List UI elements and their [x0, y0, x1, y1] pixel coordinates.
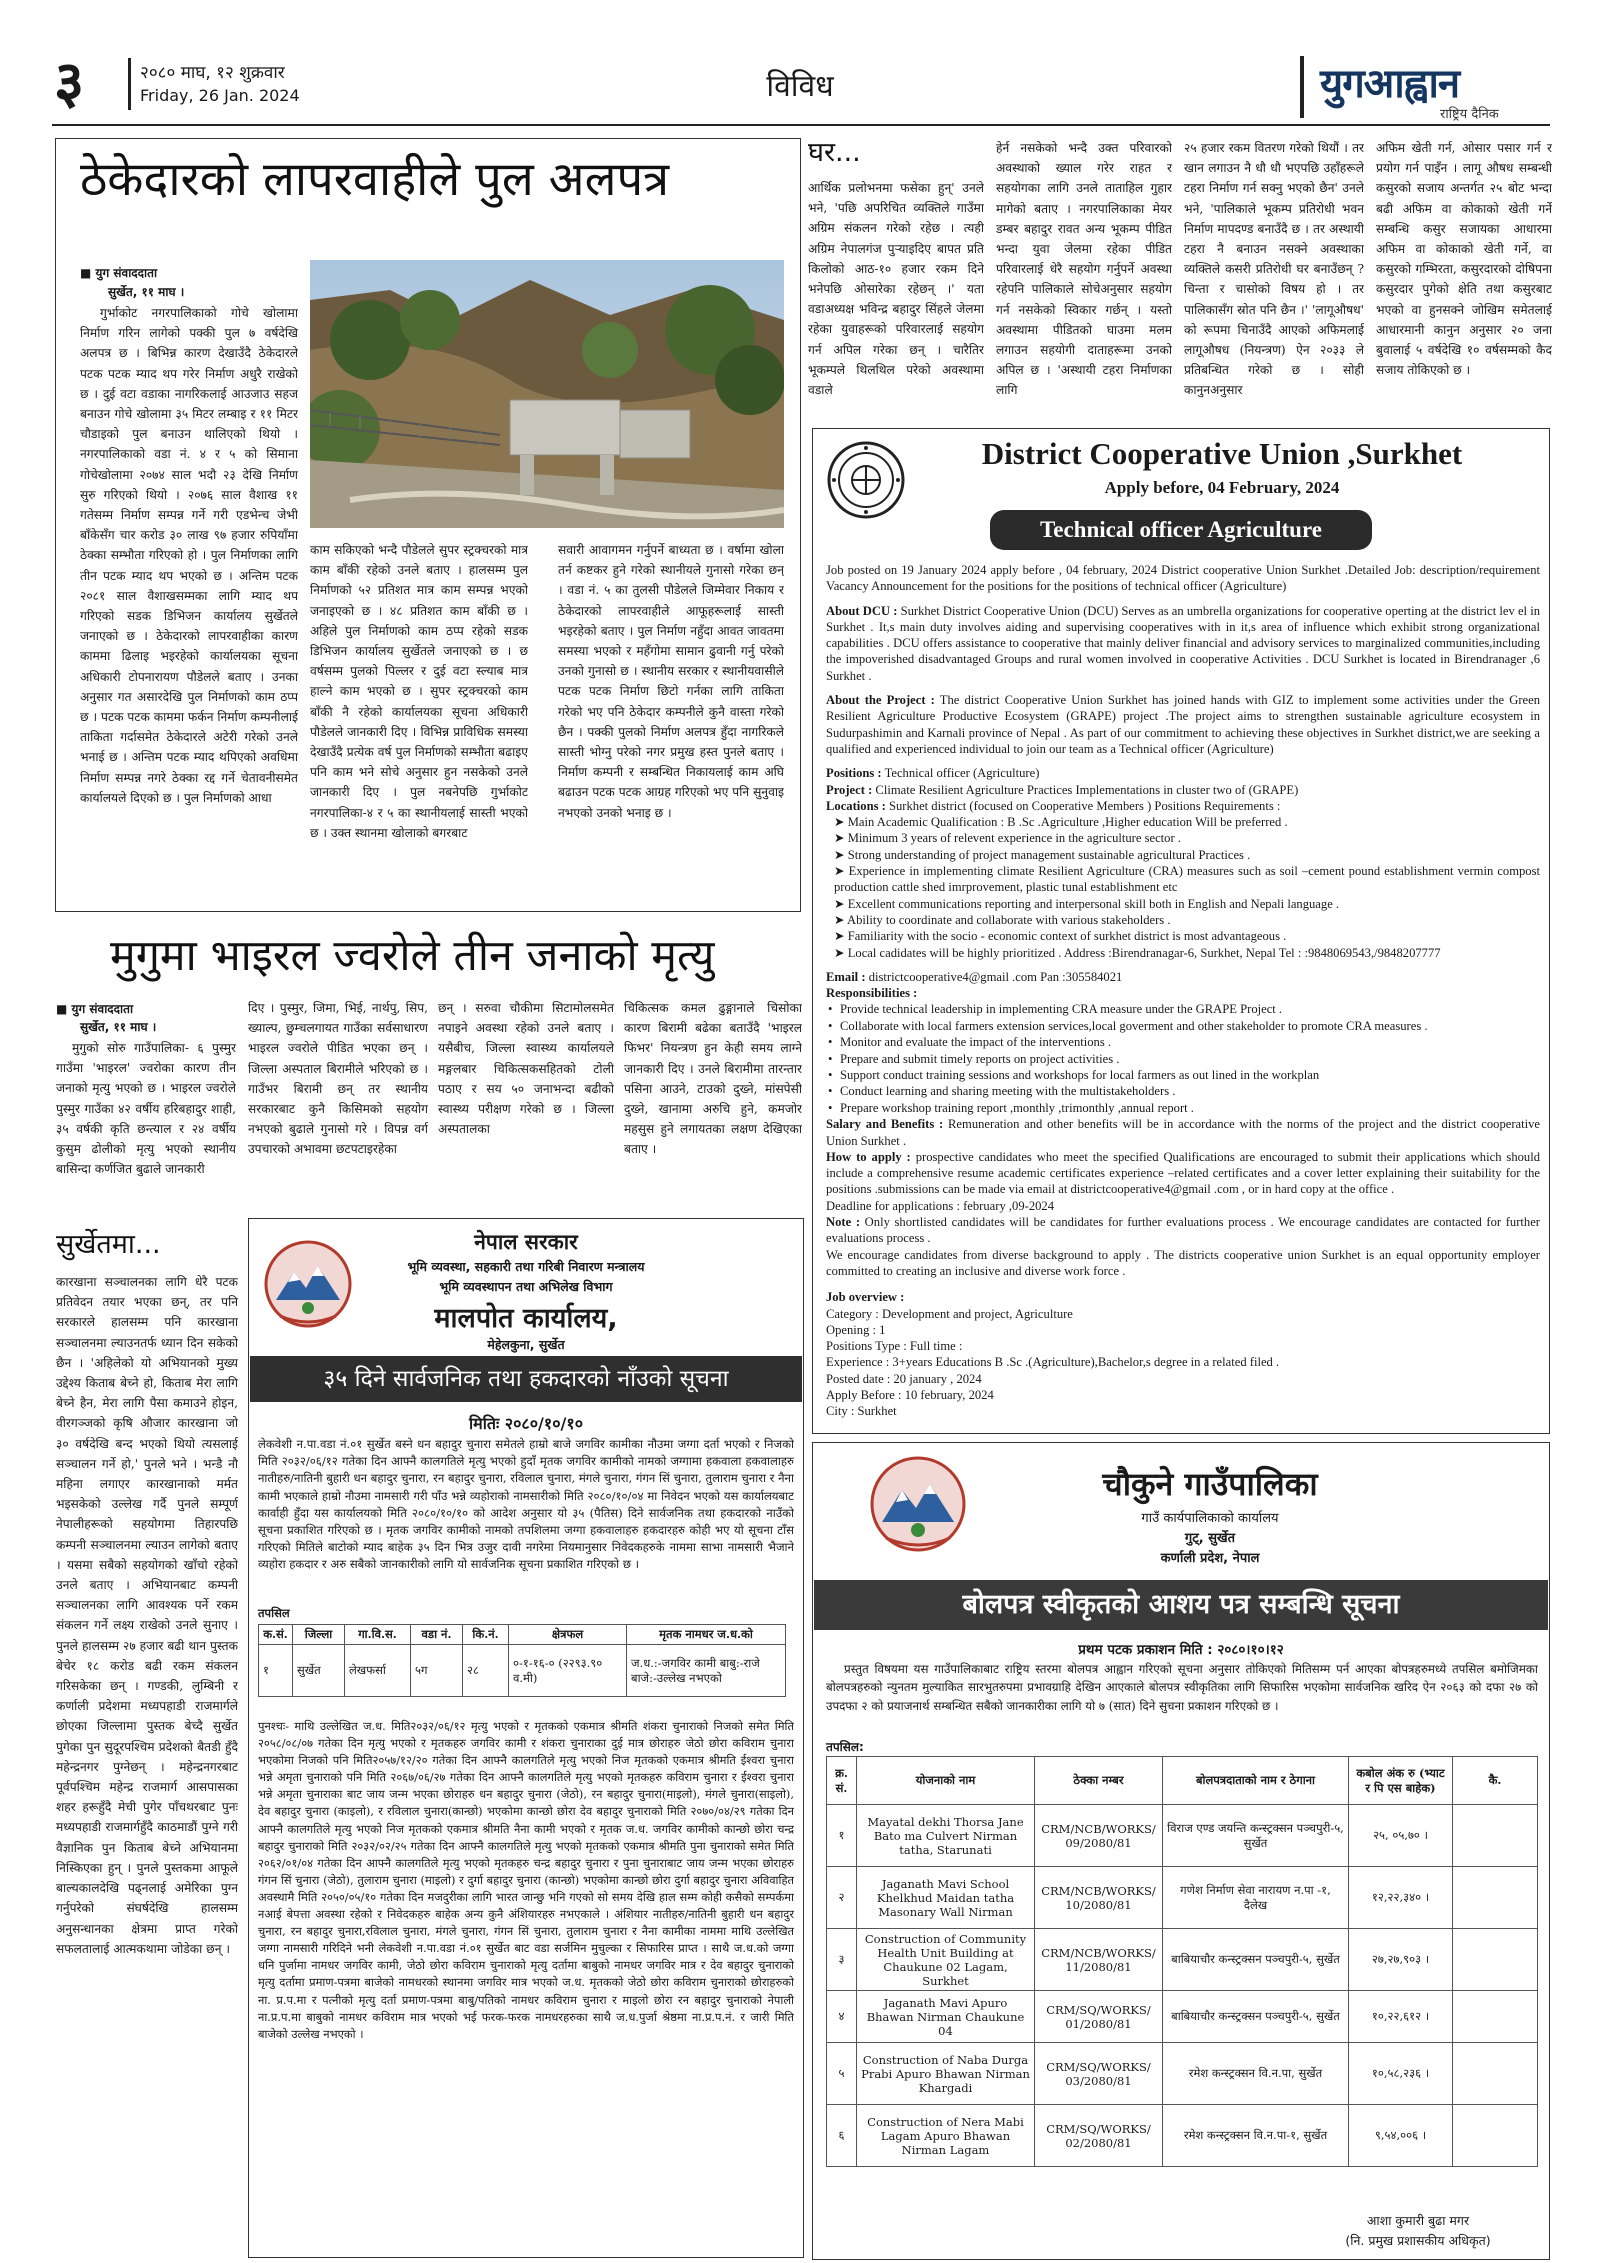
dcu-loc [826, 798, 1540, 814]
malpot-cell: ५ग [411, 1645, 463, 1697]
dcu-email [826, 969, 1540, 985]
malpot-th-ward: वडा नं. [411, 1625, 463, 1645]
list-item: Posted date : 20 january , 2024 [826, 1371, 982, 1386]
list-item: ➤ Main Academic Qualification : B .Sc .Agriculture ,Higher education Will be preferred . [834, 815, 1288, 830]
chaukune-cell-name: Construction of Community Health Unit Building at Chaukune 02 Lagam, Surkhet [857, 1929, 1035, 1991]
chaukune-cell-remarks [1453, 2105, 1538, 2167]
chaukune-place2: कर्णाली प्रदेश, नेपाल [1160, 1551, 1260, 1566]
malpot-place: मेहेलकुना, सुर्खेत [487, 1337, 565, 1352]
chaukune-cell-amount: १२,२२,३४० । [1349, 1867, 1453, 1929]
dcu-about-label: About DCU : [826, 603, 898, 618]
brand-tagline: राष्ट्रिय दैनिक [1440, 107, 1499, 122]
list-item: • Collaborate with local farmers extension services,local goverment and other stakeholder to promote CRA measures . [826, 1018, 1540, 1034]
chaukune-cell-amount: २७,२७,९०३ । [1349, 1929, 1453, 1991]
dcu-resp-label: Responsibilities : [826, 986, 918, 1001]
dcu-loc-label: Locations : [826, 798, 886, 813]
chaukune-cell-sn: ४ [827, 1991, 857, 2043]
list-item: Apply Before : 10 february, 2024 [826, 1388, 994, 1403]
dcu-overview-label: Job overview : [826, 1290, 905, 1305]
chaukune-cell-name: Construction of Nera Mabi Lagam Apuro Bhawan Nirman Lagam [857, 2105, 1035, 2167]
dcu-seal-icon [826, 440, 906, 520]
malpot-th-owner: मृतक नामधर ज.ध.को [627, 1625, 786, 1645]
chaukune-signer-title: (नि. प्रमुख प्रशासकीय अधिकृत) [1345, 2233, 1491, 2248]
chaukune-cell-remarks [1453, 1805, 1538, 1867]
story-mugu-col1: मुगुको सोरु गाउँपालिका- ६ पुस्मुर गाउँमा 'भाइरल' ज्वरोका कारण तीन जनाको मृत्यु भएको छ । भाइरल ज्वरोले पुस्मुर गाउँका ४२ वर्षीय हरिबहादुर शाही, ३५ वर्षकी कृति छन्त्याल र २४ वर्षीय कुसुम ढोलीको मृत्यु भएको स्थानीय बासिन्दा कर्णजित बुढाले जानकारी [56, 1041, 236, 1177]
chaukune-cell-sn: ६ [827, 2105, 857, 2167]
malpot-th-district: जिल्ला [293, 1625, 345, 1645]
malpot-th-sn: क.सं. [259, 1625, 293, 1645]
list-item: Opening : 1 [826, 1322, 886, 1337]
chaukune-cell-bidder: रमेश कन्स्ट्रक्सन वि.न.पा, सुर्खेत [1163, 2043, 1349, 2105]
malpot-date: मितिः २०८०/१०/१० [468, 1414, 584, 1433]
list-item: • Prepare and submit timely reports on project activities . [826, 1051, 1540, 1067]
list-item: ➤ Minimum 3 years of relevent experience in the agriculture sector . [834, 831, 1181, 846]
dcu-deadline: Deadline for applications : february ,09-2024 [826, 1198, 1055, 1213]
list-item: • Prepare workshop training report ,monthly ,trimonthly ,annual report . [826, 1100, 1540, 1116]
story-ghar-col1: आर्थिक प्रलोभनमा फसेका हुन्' उनले भने, 'पछि अपरिचित व्यक्तिले गाउँमा अग्रिम संकलन गरेको रहेछ । त्यही अग्रिम नेपालगंज पुऱ्याइदिए बापत प्रति किलोको आठ-१० हजार रकम दिने भनेपछि ओसारेका रहेछन् ।' यता वडाअध्यक्ष भविन्द्र बहादुर सिंहले जेलमा रहेका युवाहरूको परिवारलाई सहयोग गर्न अपिल गरेका छन् । चारैतिर भूकम्पले थिलथिल परेको अवस्थामा वडाले [808, 181, 984, 398]
chaukune-th-sn: क्र. सं. [827, 1757, 857, 1805]
date-english: Friday, 26 Jan. 2024 [140, 86, 300, 105]
malpot-body: लेकवेशी न.पा.वडा नं.०१ सुर्खेत बस्ने धन बहादुर चुनारा समेतले हाम्रो बाजे जगविर कामीका नौउमा जग्गा दर्ता भएको र निजको मिति २०३२/०६/१२ गतेका दिन आफ्नै कालगतिले मृत्यु भएको हुदाँ मृतक जगविर कामीको नामको जग्गामा हकवाला हकवालाहरु नातीहरु/नातिनी बुहारी धन बहादुर चुनारा, रन बहादुर चुनारा, रविलाल चुनारा, मंगले चुनारा, गंगन सिं चुनारा, तुलाराम चुनारा र नैना कामी भएकाले हाम्रो नौउमा नामसारी गरी पाँउ भन्ने व्यहोराको नामसारीको मिति २०८०/१०/०४ मा निवेदन भएको यस कार्यालयबाट कार्वाही हुँदा यस कार्यालयको मिति २०८०/१०/१० को आदेश अनुसार यो ३५ (पैतिस) दिने सार्वजनिक तथा हकदारको नाउँको सूचना प्रकाशित गरिएको छ । मृतक जगविर कामीको नामको तपशिलमा जग्गा हकवालाहरु हकदारहरु कोही भए यो सूचना टाँस गरिएको मितिले बाटोको म्याद बाहेक ३५ दिन भित्र उजुर दावी नगरेमा नियमानुसार निवेदकहरुके नाममा साभा नामसारी भैजाने व्यहोरा हकदार र अरु सबैको जानकारीको लागि यो सार्वजनिक सूचना प्रकाशित गरिएको छ । [258, 1437, 794, 1572]
list-item: • Provide technical leadership in implementing CRA measure under the GRAPE Project . [826, 1001, 1540, 1017]
table-row [827, 1867, 1538, 1929]
chaukune-first-pub: प्रथम पटक प्रकाशन मिति : २०८०।१०।१२ [1078, 1642, 1284, 1658]
dcu-loc-value: Surkhet district (focused on Cooperative Members ) Positions Requirements : [888, 798, 1281, 813]
chaukune-office: गाउँ कार्यपालिकाको कार्यालय [1141, 1511, 1279, 1526]
malpot-cell: ०-१-१६-० (२२९३.९० व.मी) [509, 1645, 627, 1697]
brand-logo: युगआह्वान [1320, 61, 1460, 107]
masthead-underline [52, 124, 1550, 126]
list-item: • Conduct learning and sharing meeting with the multistakeholders . [826, 1083, 1540, 1099]
story-mugu-col3: छन् । सरुवा चौकीमा सिटामोलसमेत नपाइने अवस्था रहेको उनले बताए । यसैबीच, जिल्ला स्वास्थ्य कार्यालयले मङ्गलबार चिकित्सकसहितको टोली पठाए र सय ५० जनाभन्दा बढीको स्वास्थ्य परीक्षण गरेको छ । जिल्ला अस्पतालका [438, 1001, 614, 1137]
story-surkhet-text: कारखाना सञ्चालनका लागि धेरै पटक प्रतिवेदन तयार भएका छन्, तर पनि सरकारले हालसम्म पनि कारखाना सञ्चालनमा ल्याउनतर्फ ध्यान दिन सकेको छैन । 'अहिलेको यो अभियानको मुख्य उद्देश्य किताब बेच्ने हो, किताब मेरा लागि बेच्ने हैन, मेरा लागि पैसा कमाउने होइन, वीरगञ्जको कृषि औजार कारखाना जो ३० वर्षदेखि बन्द भएको थियो त्यसलाई सञ्चालन गर्ने हो,' पुनले भने । भन्डै नौ महिना लगाएर कारखानाको मर्मत भइसकेको उल्लेख गर्दै पुनले सम्पूर्ण नेपालीहरूको सहयोगमा तिहारपछि कम्पनी सञ्चालनमा ल्याउन लागेको बताए । यसमा सबैको सहयोगको खाँचो रहेको उनले बताए । अभियानबाट कम्पनी सञ्चालनका लागि आवश्यक पर्ने रकम संकलन गर्ने लक्ष्य राखेको उनले सुनाए । पुनले हालसम्म २७ हजार बढी थान पुस्तक बेचेर १८ करोड बढी रकम संकलन गरिसकेका छन् । गण्डकी, लुम्बिनी र कर्णाली प्रदेशमा मध्यपहाडी राजमार्गले छोएका जिल्लामा पुस्तक बेच्दै सुर्खेत पुगेका पुन सुदूरपश्चिम प्रदेशको बैतडी हुँदै महेन्द्रनगर पुग्नेछन् । महेन्द्रनगरबाट पूर्वपश्चिम महेन्द्र राजमार्ग आसपासका शहर हरूहुँदै मेची पुगेर पाँचथरबाट पुनः मध्यपहाडी राजमार्गहुँदै काठमाडौं पुग्ने गरी वैज्ञानिक पुन किताब बेच्ने अभियानमा निस्किएका हुन् । पुनले पुस्तकमा आफूले बाल्यकालदेखि पढ्नलाई अमेरिका पुग्न गर्नुपरेको संघर्षदेखि हालसम्म अनुसन्धानका क्षेत्रमा प्राप्त गरेको सफलतालाई आत्मकथामा जोडेका छन् । [56, 1275, 238, 1956]
page-number: ३ [54, 48, 85, 116]
dcu-encourage: We encourage candidates from diverse background to apply . The districts cooperative union Surkhet is an equal opportunity employer committed to creating an inclusive and diverse work force . [826, 1247, 1540, 1278]
list-item: • Support conduct training sessions and workshops for local farmers as out lined in the workplan [826, 1067, 1540, 1083]
dcu-note-label: Note : [826, 1215, 861, 1230]
list-item: Category : Development and project, Agriculture [826, 1306, 1073, 1321]
dcu-about [826, 603, 1540, 684]
malpot-banner: ३५ दिने सार्वजनिक तथा हकदारको नाँउको सूचना [250, 1356, 802, 1402]
dcu-email-label: Email : [826, 969, 866, 984]
dcu-project-text: The district Cooperative Union Surkhet has joined hands with GIZ to implement some activities under the Green Resilient Agriculture Productive Ecosystem (GRAPE) project .The project aims to strengthen sustainable agriculture ecosystem in Sudurpashimin and Karnali province of Nepal . As part of our commitment to achieving these objectives in Surkhet district,we are seeking a qualified and experienced individual to join our team as a Technical officer (Agriculture) [826, 693, 1541, 756]
dcu-salary [826, 1116, 1540, 1149]
list-item: ➤ Experience in implementing climate Resilient Agriculture (CRA) measures such as soil –cement pound establishment vermin compost production cattle shed imrprovement, plastic tunal establishment etc [834, 864, 1540, 895]
chaukune-cell-name: Mayatal dekhi Thorsa Jane Bato ma Culvert Nirman tatha, Starunati [857, 1805, 1035, 1867]
table-row [827, 1805, 1538, 1867]
chaukune-cell-remarks [1453, 1867, 1538, 1929]
malpot-cell: सुर्खेत [293, 1645, 345, 1697]
dcu-positions-value: Technical officer (Agriculture) [884, 766, 1040, 781]
dcu-apply-before: Apply before, 04 February, 2024 [1104, 478, 1340, 497]
story-bridge-headline: ठेकेदारको लापरवाहीले पुल अलपत्र [80, 152, 670, 207]
date-nepali: २०८० माघ, १२ शुक्रवार [140, 63, 285, 83]
table-row [259, 1645, 786, 1697]
bridge-photo [310, 260, 784, 528]
list-item: City : Surkhet [826, 1404, 897, 1419]
story-bridge-col2: काम सकिएको भन्दै पौडेलले सुपर स्ट्रक्चरको मात्र काम बाँकी रहेको उनले बताए । हालसम्म पुल निर्माणको ५२ प्रतिशत मात्र काम सम्पन्न भएको जनाइएको छ । ४८ प्रतिशत काम बाँकी छ । अहिले पुल निर्माणको काम ठप्प रहेको सडक डिभिजन कार्यालय सुर्खेतले जनाएको छ । छ वर्षसम्म पुलको पिल्लर र दुई वटा स्ल्याब मात्र हाल्ने काम भएको छ । सुपर स्ट्रक्चरको काम बाँकी नै रहेको कार्यालयका सूचना अधिकारी पौडेलले जानकारी दिए । विभिन्न प्राविधिक समस्या देखाउँदै प्रत्येक वर्ष पुल निर्माणको सम्भौता बढाइए पनि काम भने सोचे अनुसार हुन नसकेको उनले जानकारी दिए । पुल नबनेपछि गुर्भाकोट नगरपालिका-४ र ५ का स्थानीयलाई सास्ती भएको छ । उक्त स्थानमा खोलाको बगरबाट [310, 543, 528, 840]
dcu-howto-text: prospective candidates who meet the specified Qualifications are encouraged to submit their applications which should include a comprehensive resume academic certificates experience –related certificates and a cover letter explaining their suitability for the positions .submissions can be made via email at districtcooperative4@gmail .com , or in hard copy at the office . [826, 1149, 1541, 1197]
chaukune-cell-bidder: बाबियाचौर कन्स्ट्रक्सन पञ्चपुरी-५, सुर्खेत [1163, 1991, 1349, 2043]
story-ghar-col2: हेर्न नसकेको भन्दै उक्त परिवारको अवस्थाको ख्याल गरेर राहत र सहयोगका लागि उनले ताताहिल गुहार मागेको बताए । नगरपालिकाका मेयर डम्बर बहादुर रावत अन्य भूकम्प पीडित भन्दा युवा जेलमा रहेका पीडित परिवारलाई धेरै सहयोग गर्नुपर्ने अवस्था रहेपनि पालिकाले सोचेअनुसार सहयोग गर्न नसकेको स्विकार गर्छन् । यस्तो अवस्थामा पीडितको घाउमा मलम लगाउन सहयोगी दाताहरूमा उनको अपिल छ । 'अस्थायी टहरा निर्माणका लागि [996, 141, 1172, 398]
chaukune-cell-contract: CRM/NCB/WORKS/ 10/2080/81 [1035, 1867, 1163, 1929]
chaukune-tapsil: तपसिल: [826, 1740, 864, 1754]
chaukune-th-contract: ठेक्का नम्बर [1035, 1757, 1163, 1805]
dcu-salary-text: Remuneration and other benefits will be in accordance with the norms of the project and the district cooperative Union Surkhet . [826, 1117, 1540, 1148]
chaukune-cell-name: Jaganath Mavi Apuro Bhawan Nirman Chaukune 04 [857, 1991, 1035, 2043]
chaukune-cell-bidder: गणेश निर्माण सेवा नारायण न.पा -१, दैलेख [1163, 1867, 1349, 1929]
dcu-responsibilities [826, 1001, 1540, 1116]
chaukune-cell-remarks [1453, 1991, 1538, 2043]
chaukune-cell-amount: २५, ०५,७० । [1349, 1805, 1453, 1867]
malpot-dept: भूमि व्यवस्थापन तथा अभिलेख विभाग [439, 1279, 613, 1294]
malpot-cell: २८ [463, 1645, 509, 1697]
dcu-proj [826, 782, 1540, 798]
story-mugu-col4: चिकित्सक कमल ढुङ्गानाले चिसोका कारण बिरामी बढेका बताउँदै 'भाइरल फिभर' नियन्त्रण हुन केही समय लाग्ने जानकारी दिए । उनले बिरामीमा तारन्तार पसिना आउने, टाउको दुख्ने, मांसपेसी दुख्ने, खानामा अरुचि हुने, कमजोर महसुस हुने लगायतका लक्षण देखिएका बताए । [624, 1001, 802, 1157]
dcu-proj-label: Project : [826, 782, 873, 797]
dcu-howto [826, 1149, 1540, 1198]
dcu-requirements [826, 814, 1540, 961]
chaukune-cell-contract: CRM/NCB/WORKS/ 11/2080/81 [1035, 1929, 1163, 1991]
story-ghar-col3: २५ हजार रकम वितरण गरेको थियौं । तर खान लगाउन नै धौ धौ भएपछि उहाँहरूले टहरा निर्माण गर्न सक्नु भएको छैन' उनले भने, 'पालिकाले भूकम्प प्रतिरोधी भवन निर्माण मापदण्ड बनाउँदै छ । तर अस्थायी टहरा नै बनाउन नसक्ने अवस्थाका व्यक्तिले कसरी प्रतिरोधी घर बनाउँछन् ? चिन्ता र चासोको विषय हो । तर पालिकासँग स्रोत पनि छैन ।' 'लागूऔषध' को रूपमा चिनाउँदै आएको अफिमलाई लागूऔषध (नियन्त्रण) ऐन २०३३ ले प्रतिबन्धित गरेको छ । सोही कानुनअनुसार [1184, 141, 1364, 398]
dcu-email-value: districtcooperative4@gmail .com Pan :305584021 [868, 969, 1123, 984]
malpot-cell: ज.ध.:-जगविर कामी बाबु:-राजे बाजे:-उल्लेख नभएको [627, 1645, 786, 1697]
list-item: ➤ Familiarity with the socio - economic context of surkhet district is most advantageous . [834, 929, 1287, 944]
table-row [827, 1929, 1538, 1991]
story-mugu-byline: ■ युग संवाददाता [56, 1002, 134, 1016]
chaukune-emblem [868, 1454, 968, 1554]
chaukune-th-name: योजनाको नाम [857, 1757, 1035, 1805]
dcu-positions-label: Positions : [826, 766, 882, 781]
malpot-ministry: भूमि व्यवस्था, सहकारी तथा गरिबी निवारण मन्त्रालय [407, 1259, 645, 1274]
story-mugu-headline: मुगुमा भाइरल ज्वरोले तीन जनाको मृत्यु [110, 931, 715, 981]
story-bridge-byline: ■ युग संवाददाता [80, 266, 158, 280]
chaukune-signer: आशा कुमारी बुढा मगर [1366, 2213, 1470, 2228]
nepal-emblem-icon [868, 1454, 968, 1554]
malpot-th-area: क्षेत्रफल [509, 1625, 627, 1645]
malpot-tapsil: तपसिल [258, 1606, 290, 1620]
malpot-gov: नेपाल सरकार [474, 1230, 578, 1254]
dcu-org: District Cooperative Union ,Surkhet [981, 436, 1463, 471]
dcu-project-label: About the Project : [826, 693, 935, 708]
list-item: ➤ Local cadidates will be highly prioritized . Address :Birendranagar-6, Surkhet, Nepal Tel : :9848069543,/9848207777 [834, 945, 1441, 960]
chaukune-place1: गुट्, सुर्खेत [1184, 1531, 1236, 1546]
chaukune-cell-bidder: रमेश कन्स्ट्रक्सन वि.न.पा-१, सुर्खेत [1163, 2105, 1349, 2167]
chaukune-cell-sn: ५ [827, 2043, 857, 2105]
story-bridge-col1: गुर्भाकोट नगरपालिकाको गोचे खोलामा निर्माण गरिन लागेको पक्की पुल ७ वर्षदेखि अलपत्र छ । बिभिन्न कारण देखाउँदै ठेकेदारले पटक पटक म्याद थप गरेर निर्माण अधुरै राखेको छ । दुई वटा वडाका नागरिकलाई आउजाउ सहज बनाउन गोचे खोलामा ३५ मिटर लम्बाइ र ११ मिटर चौडाइको पुल बनाउन थालिएको थियो । नगरपालिकाको वडा नं. ४ र ५ को सिमाना गोचेखोलामा २०७४ साल भदौ २३ देखि निर्माण सुरु गरिएको थियो । २०७६ साल वैशाख ११ गतेसम्म निर्माण सम्पन्न गर्ने गरी एडभेन्च जेभी बाँकेसँग चार करोड ३० लाख ९७ हजार रुपियाँमा ठेक्का सम्भौता गरिएको हो । पुल निर्माणका लागि तीन पटक म्याद थप भएको छ । अन्तिम पटक २०८१ साल वैशाखसम्मका लागि म्याद थप गरिएको सडक डिभिजन कार्यालय सुर्खेतले जनाएको छ । ठेकेदारको लापरवाहीका कारण काममा ढिलाइ भइरहेको कार्यालयका सूचना अधिकारी टोपनारायण पौडेलले बताए । उनका अनुसार गत असारदेखि पुल निर्माणको काम ठप्प छ । पटक पटक काममा फर्कन निर्माण कम्पनीलाई ताकिता गर्दासमेत ठेकेदारले अटेरी गरेको उनले भनाई छ । अन्तिम पटक म्याद थपिएको अवधिमा निर्माण सम्पन्न नगरे ठेक्का रद्द गर्ने चेतावनीसमेत कार्यालयले दिएको छ । पुल निर्माणको आधा [80, 306, 298, 805]
dcu-body [826, 562, 1540, 1420]
list-item: ➤ Strong understanding of project management sustainable agricultural Practices . [834, 847, 1251, 862]
chaukune-intro: प्रस्तुत विषयमा यस गाउँपालिकाबाट राष्ट्रिय स्तरमा बोलपत्र आह्वान गरिएको सूचना अनुसार तोकिएको मितिसम्म पर्न आएका बोपत्रहरुमध्ये तपसिल बमोजिमका बोलपत्रहरुको न्युनतम मुल्याकित सारभुतरुपमा प्रभावग्राहि देखिन आएकाले बोलपत्र स्वीकृतिका लागि सिफारिस भएकोमा सार्वजनिक खरिद ऐन २०६३ को दफा २७ को उपदफा २ को प्रयाजनार्थ सम्बन्धित सबैको जानकारीका लागि यो ७ (सात) दिने सुचना प्रकाशन गरिएको छ । [826, 1662, 1538, 1713]
bridge-photo-image [310, 260, 784, 528]
list-item: Positions Type : Full time : [826, 1339, 963, 1354]
chaukune-cell-name: Jaganath Mavi School Khelkhud Maidan tatha Masonary Wall Nirman [857, 1867, 1035, 1929]
chaukune-table [826, 1756, 1538, 2167]
dcu-position-banner: Technical officer Agriculture [990, 510, 1372, 550]
malpot-cell: लेखफर्सा [345, 1645, 411, 1697]
chaukune-cell-remarks [1453, 2043, 1538, 2105]
chaukune-th-bidder: बोलपत्रदाताको नाम र ठेगाना [1163, 1757, 1349, 1805]
story-surkhet-headline: सुर्खेतमा... [56, 1229, 161, 1260]
chaukune-cell-sn: २ [827, 1867, 857, 1929]
chaukune-cell-contract: CRM/SQ/WORKS/ 02/2080/81 [1035, 2105, 1163, 2167]
chaukune-th-remarks: कै. [1453, 1757, 1538, 1805]
list-item: Experience : 3+years Educations B .Sc .(Agriculture),Bachelor,s degree in a related filed . [826, 1355, 1280, 1370]
malpot-cell: १ [259, 1645, 293, 1697]
chaukune-cell-contract: CRM/SQ/WORKS/ 03/2080/81 [1035, 2043, 1163, 2105]
dcu-howto-label: How to apply : [826, 1149, 911, 1164]
dcu-positions [826, 765, 1540, 781]
dcu-note [826, 1214, 1540, 1247]
chaukune-cell-amount: १०,५८,२३६ । [1349, 2043, 1453, 2105]
story-ghar-col4: अफिम खेती गर्न, ओसार पसार गर्न र प्रयोग गर्न पाइँन । लागू औषध सम्बन्धी कसुरको सजाय अन्तर्गत २५ बोट भन्दा बढी अफिम वा कोकाको खेती गर्ने सम्बन्धि कसुर सजायका आधारमा अफिम वा कोकाको खेती गर्ने, वा कसुरको गम्भिरता, कसुरदारको दोषिपना कसुरदार पुगेको क्षेति तथा कसुरबाट भएको वा हुनसक्ने जोखिम समेतलाई आधारमानी कानुन अनुसार २० जना बुवालाई ५ वर्षदेखि १० वर्षसम्मको कैद सजाय तोकिएको छ । [1376, 141, 1552, 378]
story-ghar-headline: घर... [808, 137, 861, 168]
malpot-footer: पुनश्चः- माथि उल्लेखित ज.ध. मिति२०३२/०६/१२ मृत्यु भएको र मृतकको एकमात्र श्रीमति शंकरा चुनाराको निजको समेत मिति २०५८/०८/०७ गतेका दिन मृत्यु भएको र मृतकहरु जगविर कामी र शंकरा चुनाराका दुई मात्र छोराहरु जेठो छोरा कविराम चुनारा भएकोमा निजको पनि मिति२०५७/१२/२० गतेका दिन आफ्नै कालगतिले मृत्यु भएको निज मृतकको एकमात्र श्रीमति ईश्वरा चुनारा भन्ने अमृता चुनाराको पनि मिति २०६७/०६/२७ गतेका दिन आफ्नै कालगतिले मृत्यु भएको मृतकहरु कविराम चुनारा र ईश्वरा चुनारा भन्ने अमृता चुनाराका बाट जाय जन्म भएका छोराहरु धन बहादुर चुनारा (जेठो), रन बहादुर चुनारा(माइलो), मंगले चुनारा(साइलो), देव बहादुर चुनारा (काइलो), र रविलाल चुनारा(कान्छो) भएकोमा कान्छो छोरा देव बहादुर चुनाराको मिति २०७०/०४/२९ गतेका दिन आफ्नै कालगतिले मृत्यु भएको निज मृतकको एकमात्र श्रीमति नैना कामी भएको र मृतक ज.ध. जगविर कामीको कान्छो छोरा चन्द्र बहादुर चुनाराको मिति २०३२/०२/२५ गतेका दिन आफ्नै कालगतिले मृत्यु भएको मृतकको एकमात्र श्रीमति पुना चुनाराको समेत मिति २०६२/०१/०४ गतेका दिन आफ्नै कालगतिले मृत्यु भएको मृतकहरु चन्द्र बहादुर चुनारा र पुना चुनाराबाट जाय जन्म भएका छोराहरु गंगन सिं चुनारा (जेठो), तुलाराम चुनारा (माइलो) र दुर्गा बहादुर चुनारा (कान्छो) भएकोमा कान्छो छोरा दुर्गा बहादुर चुनारा अविवाहित अवस्थामै मिति २०५०/०५/१० गतेका दिन मजदुरीका लागि भारत जान्छु भनि गएको सो समय देखि हाल सम्म कोही कसैको सम्पर्कमा नआई बेपत्ता अवस्था रहेको र निवेदकहरु बाहेक अन्य कुनै अंशियारहरु नभएकाले । अंशियार नातीहरु/नातिनी बुहारी धन बहादुर चुनारा, रन बहादुर चुनारा,रविलाल चुनारा, मंगले चुनारा, गंगन सिं चुनारा, तुलाराम चुनारा र नैना कामीका नाममा माथि उल्लेखित जग्गा नामसारी गरिदिने भनी लेकवेशी न.पा.वडा नं.०१ सुर्खेत बाट वडा सर्जमिन मुचुल्का र सिफारिस प्राप्त । साथै ज.ध.को जग्गा धनि पुर्जामा नामधर जगविर कामी, जेठो छोरा कविराम चुनाराको मृत्यु दर्तामा बाबुको नामधर जगविर मात्र र देव बहादुर चुनाराको मृत्यु दर्तामा प्रमाण-पत्रमा बाजेको नामधरको स्थानमा जगविर मात्र भएको ज.ध. मृतकको जेठो छोरा कविराम चुनाराको छोराहरुको ना. प्र.प.मा र पत्नीको मृत्यु दर्ता प्रमाण-पत्रमा बाबु/पतिको नामधर कविराम चुनारा र माइलो छोरा रन बहादुर चुनाराको नेपाली ना.प्र.प.मा बाबुको नामधर कविराम मात्र भएको भई फरक-फरक नामधरहरुका साथै ज.ध.पुर्जा श्रेष्ठमा ना.प्र.प.नं. र जारी मिति बाजेको उल्लेख नभएको । [258, 1719, 794, 2041]
table-row [827, 2105, 1538, 2167]
chaukune-cell-name: Construction of Naba Durga Prabi Apuro Bhawan Nirman Khargadi [857, 2043, 1035, 2105]
list-item: • Monitor and evaluate the impact of the interventions . [826, 1034, 1540, 1050]
dcu-salary-label: Salary and Benefits : [826, 1117, 944, 1132]
table-row [827, 2043, 1538, 2105]
dcu-about-text: Surkhet District Cooperative Union (DCU) Serves as an umbrella organizations for cooperative operting at the district lev el in Surkhet . It,s main duty involves aiding and supervising cooperatives with in it,s area of influence which exhibit strong organizational capabilities . DCU offers assistance to cooperative that mainly deliver financial and advisory services to marginalized communities,including the impoverished disadvantaged Groups and rural women involved in cooperative Activities . DCU Surkhet is located in Birendranager ,6 Surkhet . [826, 603, 1540, 683]
story-bridge-dateline: सुर्खेत, ११ माघ । [108, 285, 185, 299]
chaukune-cell-sn: ३ [827, 1929, 857, 1991]
masthead-divider-right [1300, 56, 1304, 118]
story-bridge-col3: सवारी आवागमन गर्नुपर्ने बाध्यता छ । वर्षामा खोला तर्न कष्टकर हुने गरेको स्थानीयले गुनासो गरेका छन् । वडा नं. ५ का तुलसी पौडेलले जिम्मेवार निकाय र ठेकेदारको लापरवाहीले आफूहरूलाई सास्ती भइरहेको बताए । पुल निर्माण नहुँदा आवत जावतमा समस्या भएको र महँगोमा सामान ढुवानी गर्नु परेको उनको गुनासो छ । स्थानीय सरकार र स्थानीयवासीले पटक पटक निर्माण छिटो गर्नका लागि ताकिता गरेको भए पनि ठेकेदार कम्पनीले कुनै वास्ता गरेको छैन । पक्की पुलको निर्माण अलपत्र हुँदा नागरिकले सास्ती भोग्नु परेको नगर प्रमुख हस्त पुनले बताए । निर्माण कम्पनी र सम्बन्धित निकायलाई काम अघि बढाउन पटक पटक आग्रह गरिएको भए पनि सुनुवाइ नभएको उनको भनाइ छ । [558, 543, 784, 820]
dcu-project [826, 692, 1540, 757]
chaukune-th-amount: कबोल अंक रु (भ्याट र पि एस बाहेक) [1349, 1757, 1453, 1805]
story-mugu-col2: दिए । पुस्मुर, जिमा, भिई, नार्थपु, सिप, ख्याल्प, छुम्चलगायत गाउँका सर्वसाधारण भाइरल ज्वरोले पीडित भएका छन् । जिल्ला अस्पताल बिरामीले भरिएको छ । गाउँभर बिरामी छन् तर स्थानीय सरकारबाट कुनै किसिमको सहयोग नभएको बुढाले गुनासो गरे । विपन्न वर्ग उपचारको अभावमा छटपटाइरहेका [248, 1001, 428, 1157]
dcu-proj-value: Climate Resilient Agriculture Practices Implementations in cluster two of (GRAPE) [875, 782, 1299, 797]
chaukune-cell-contract: CRM/NCB/WORKS/ 09/2080/81 [1035, 1805, 1163, 1867]
list-item: ➤ Ability to coordinate and collaborate with various stakeholders . [834, 912, 1171, 927]
chaukune-cell-sn: १ [827, 1805, 857, 1867]
malpot-office: मालपोत कार्यालय, [434, 1303, 618, 1334]
masthead [0, 0, 1600, 128]
story-mugu-dateline: सुर्खेत, ११ माघ । [80, 1020, 157, 1034]
table-row [827, 1991, 1538, 2043]
dcu-intro: Job posted on 19 January 2024 apply before , 04 february, 2024 District cooperative Union Surkhet .Detailed Job: description/requirement Vacancy Announcement for the positions for the positions of technical officer (Agriculture) [826, 563, 1540, 594]
malpot-th-vdc: गा.वि.स. [345, 1625, 411, 1645]
chaukune-banner: बोलपत्र स्वीकृतको आशय पत्र सम्बन्धि सूचना [814, 1580, 1548, 1630]
chaukune-name: चौकुने गाउँपालिका [1102, 1465, 1318, 1503]
dcu-note-text: Only shortlisted candidates will be candidates for further evaluations process . We encourage candidates are contacted for further evaluations process . [826, 1215, 1540, 1246]
chaukune-cell-bidder: बाबियाचौर कन्स्ट्रक्सन पञ्चपुरी-५, सुर्खेत [1163, 1929, 1349, 1991]
chaukune-cell-amount: ९,५४,००६ । [1349, 2105, 1453, 2167]
chaukune-cell-amount: १०,२२,६१२ । [1349, 1991, 1453, 2043]
chaukune-cell-remarks [1453, 1929, 1538, 1991]
section-title: विविध [766, 69, 834, 104]
chaukune-cell-contract: CRM/SQ/WORKS/ 01/2080/81 [1035, 1991, 1163, 2043]
malpot-table [258, 1624, 786, 1697]
dcu-logo [826, 440, 906, 520]
list-item: ➤ Excellent communications reporting and interpersonal skill both in English and Nepali language . [834, 896, 1340, 911]
chaukune-cell-bidder: विराज एण्ड जयन्ति कन्स्ट्रक्सन पञ्चपुरी-५, सुर्खेत [1163, 1805, 1349, 1867]
malpot-th-kitta: कि.नं. [463, 1625, 509, 1645]
